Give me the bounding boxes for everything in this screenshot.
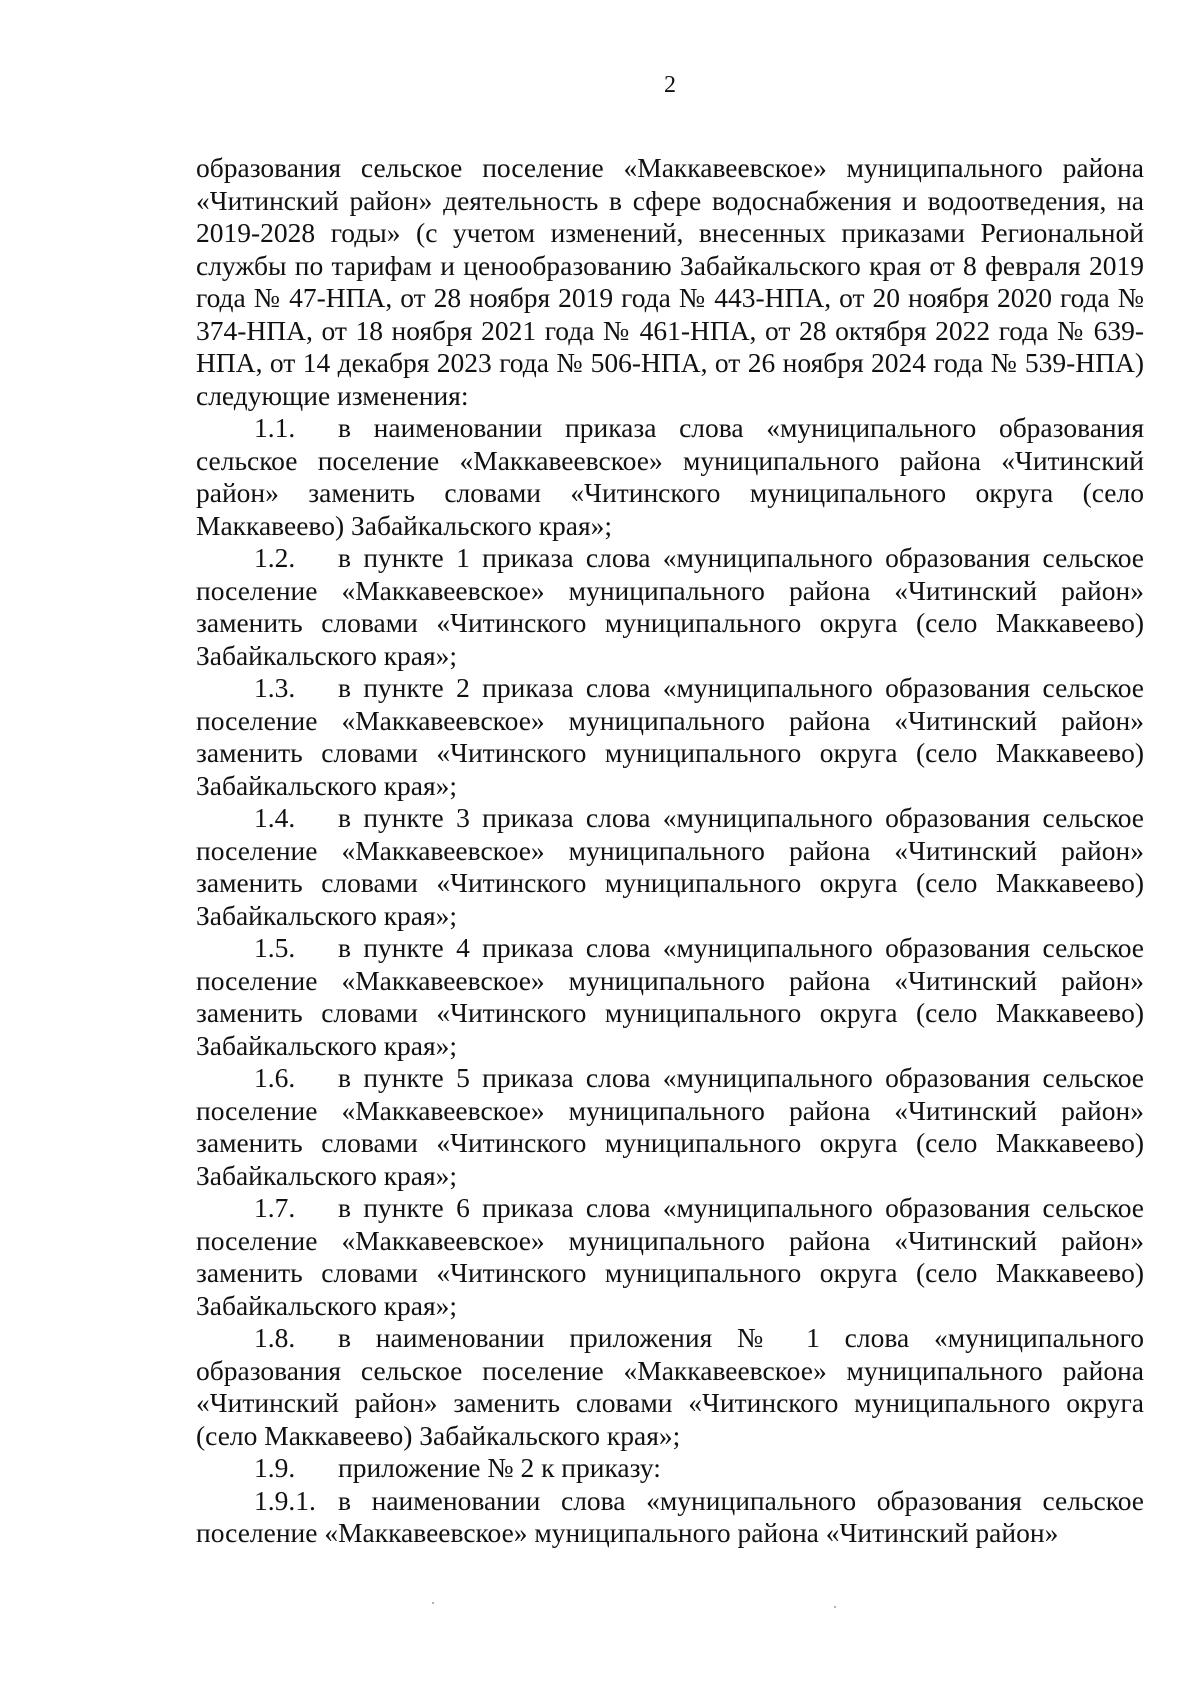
item-number: 1.2.: [254, 542, 296, 573]
document-body: [196, 152, 1144, 1550]
item-text: в наименовании слова «муниципального образования сельское поселение «Маккавеевское» муниципального района «Читинский район»: [196, 1484, 1144, 1548]
item-paragraph: [196, 932, 1144, 1062]
item-text: в пункте 5 приказа слова «муниципального образования сельское поселение «Маккавеевское» муниципального района «Читинский район» заменить словами «Читинского муниципального округа (село Маккавеево) Забайкальского края»;: [196, 1062, 1144, 1191]
item-text: в пункте 6 приказа слова «муниципального образования сельское поселение «Маккавеевское» муниципального района «Читинский район» заменить словами «Читинского муниципального округа (село Маккавеево) Забайкальского края»;: [196, 1192, 1144, 1321]
item-text: в пункте 4 приказа слова «муниципального образования сельское поселение «Маккавеевское» муниципального района «Читинский район» заменить словами «Читинского муниципального округа (село Маккавеево) Забайкальского края»;: [196, 932, 1144, 1061]
item-text: в наименовании приложения № 1 слова «муниципального образования сельское поселение «Маккавеевское» муниципального района «Читинский район» заменить словами «Читинского муниципального округа (село Маккавеево) Забайкальского края»;: [196, 1322, 1144, 1451]
item-paragraph: [196, 1062, 1144, 1192]
item-number: 1.9.1.: [254, 1484, 316, 1516]
item-paragraph: [196, 672, 1144, 802]
scan-speck: [834, 1606, 836, 1608]
item-paragraph: [196, 1192, 1144, 1322]
item-paragraph: [196, 1322, 1144, 1452]
item-paragraph: [196, 802, 1144, 932]
item-text: приложение № 2 к приказу:: [338, 1452, 661, 1483]
intro-paragraph: образования сельское поселение «Маккавеевское» муниципального района «Читинский район» деятельность в сфере водоснабжения и водоотведения, на 2019-2028 годы» (с учетом изменений, внесенных приказами Региональной службы по тарифам и ценообразованию Забайкальского края от 8 февраля 2019 года № 47-НПА, от 28 ноября 2019 года № 443-НПА, от 20 ноября 2020 года № 374-НПА, от 18 ноября 2021 года № 461-НПА, от 28 октября 2022 года № 639-НПА, от 14 декабря 2023 года № 506-НПА, от 26 ноября 2024 года № 539-НПА) следующие изменения:: [196, 152, 1144, 411]
item-number: 1.1.: [254, 412, 296, 443]
item-text: в пункте 3 приказа слова «муниципального образования сельское поселение «Маккавеевское» муниципального района «Читинский район» заменить словами «Читинского муниципального округа (село Маккавеево) Забайкальского края»;: [196, 802, 1144, 931]
item-number: 1.6.: [254, 1062, 296, 1093]
item-number: 1.9.: [254, 1452, 296, 1483]
item-paragraph: [196, 542, 1144, 672]
page-number: 2: [664, 72, 676, 98]
item-number: 1.4.: [254, 802, 296, 833]
item-number: 1.8.: [254, 1322, 296, 1353]
scan-speck: [432, 1602, 434, 1604]
item-paragraph: [196, 1485, 1144, 1550]
item-text: в пункте 2 приказа слова «муниципального образования сельское поселение «Маккавеевское» муниципального района «Читинский район» заменить словами «Читинского муниципального округа (село Маккавеево) Забайкальского края»;: [196, 672, 1144, 801]
item-paragraph: [196, 412, 1144, 542]
item-number: 1.5.: [254, 932, 296, 963]
item-paragraph: [196, 1452, 1144, 1485]
item-number: 1.3.: [254, 672, 296, 703]
item-number: 1.7.: [254, 1192, 296, 1223]
item-text: в наименовании приказа слова «муниципального образования сельское поселение «Маккавеевское» муниципального района «Читинский район» заменить словами «Читинского муниципального округа (село Маккавеево) Забайкальского края»;: [196, 412, 1144, 541]
item-text: в пункте 1 приказа слова «муниципального образования сельское поселение «Маккавеевское» муниципального района «Читинский район» заменить словами «Читинского муниципального округа (село Маккавеево) Забайкальского края»;: [196, 542, 1144, 671]
